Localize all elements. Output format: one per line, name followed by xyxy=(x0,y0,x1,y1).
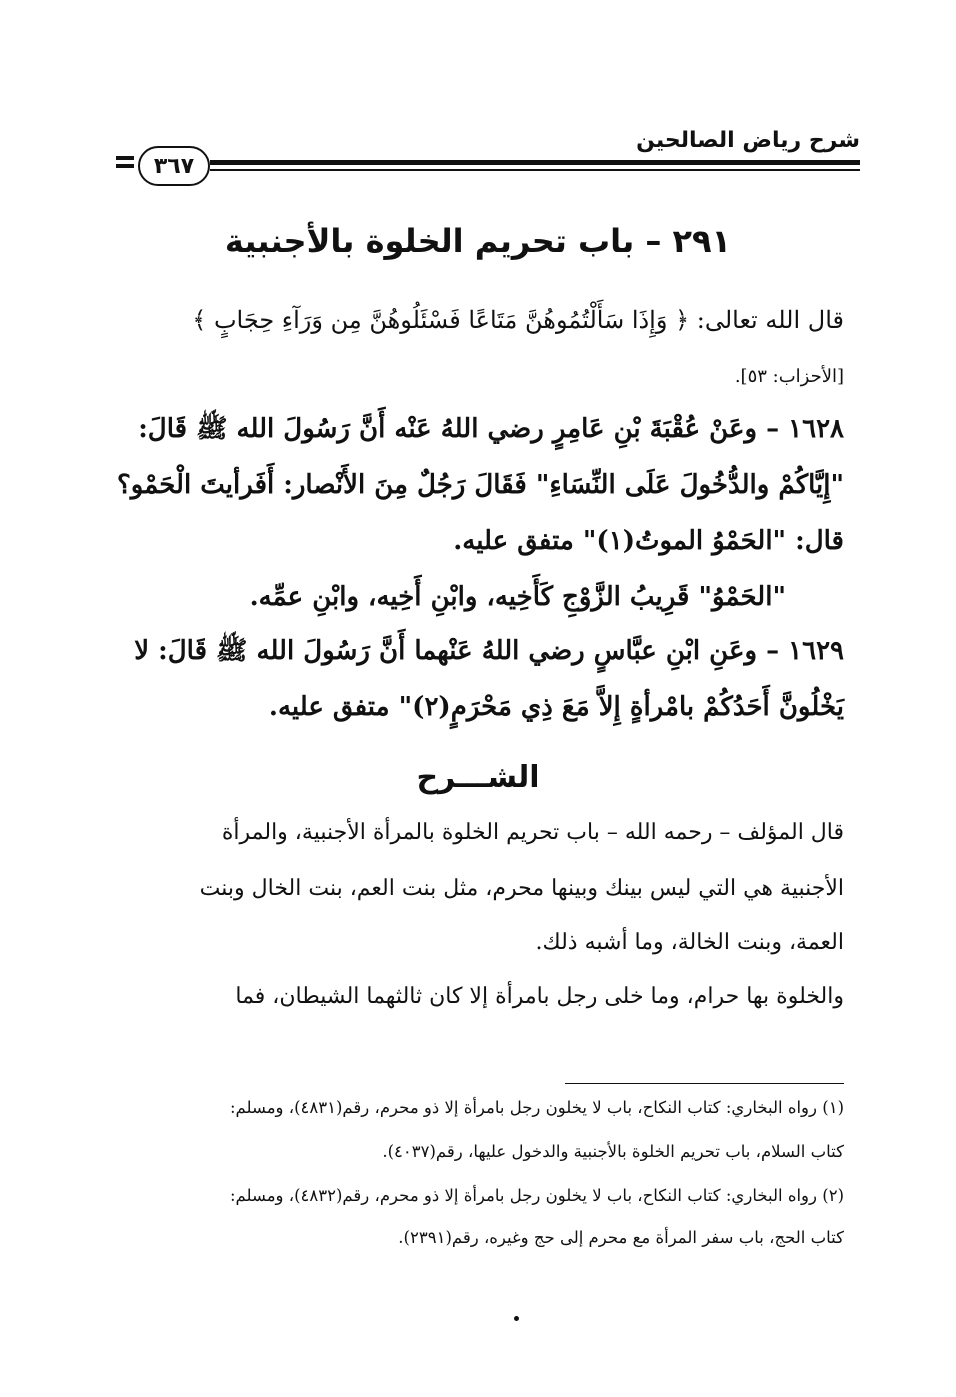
commentary-line-1: قال المؤلف – رحمه الله – باب تحريم الخلوة بالمرأة الأجنبية، والمرأة xyxy=(221,820,844,845)
page-number: ٣٦٧ xyxy=(153,153,195,179)
hadith-1628-line-1: ١٦٢٨ – وعَنْ عُقْبَةَ بْنِ عَامِرٍ رضي اللهُ عَنْه أَنَّ رَسُولَ الله ﷺ قَالَ: xyxy=(138,414,844,444)
footnote-separator xyxy=(565,1083,844,1084)
commentary-line-3: العمة، وبنت الخالة، وما أشبه ذلك. xyxy=(535,930,844,955)
footnote-1-line-1: (١) رواه البخاري: كتاب النكاح، باب لا يخلون رجل بامرأة إلا ذو محرم، رقم(٤٨٣١)، ومسلم: xyxy=(230,1098,844,1117)
hadith-1629-line-1: ١٦٢٩ – وعَنِ ابْنِ عبَّاسٍ رضي اللهُ عَنْهما أَنَّ رَسُولَ الله ﷺ قَالَ: لا xyxy=(134,636,844,666)
footnote-2-line-2: كتاب الحج، باب سفر المرأة مع محرم إلى حج وغيره، رقم(٢٣٩١). xyxy=(398,1228,844,1247)
header-rule xyxy=(210,160,860,165)
hamw-definition: "الحَمْوُ" قَرِيبُ الزَّوْجِ كَأَخِيه، وابْنِ أَخِيه، وابْنِ عمِّه. xyxy=(249,582,786,612)
chapter-title: ٢٩١ – باب تحريم الخلوة بالأجنبية xyxy=(224,222,732,260)
hadith-1628-line-3: قال: "الحَمْوُ الموتُ(١)" متفق عليه. xyxy=(453,526,844,556)
hadith-1629-line-2: يَخْلُونَّ أَحَدُكُمْ بامْرأةٍ إِلاَّ مَعَ ذِي مَحْرَمٍ(٢)" متفق عليه. xyxy=(268,692,844,722)
badge-dash xyxy=(116,156,134,160)
header-rule-thin xyxy=(210,169,860,171)
badge-dash-lower xyxy=(116,164,134,168)
footnote-2-line-1: (٢) رواه البخاري: كتاب النكاح، باب لا يخلون رجل بامرأة إلا ذو محرم، رقم(٤٨٣٢)، ومسلم: xyxy=(230,1186,844,1205)
hadith-1628-line-2: "إِيَّاكُمْ والدُّخُولَ عَلَى النِّسَاءِ" فَقَالَ رَجُلٌ مِنَ الأَنْصار: أَفَرأيتَ الْحَمْو؟ xyxy=(116,470,844,500)
commentary-line-2: الأجنبية هي التي ليس بينك وبينها محرم، مثل بنت العم، بنت الخال وبنت xyxy=(199,876,844,901)
quran-verse-line: قال الله تعالى: ﴿ وَإِذَا سَأَلْتُمُوهُنَّ مَتَاعًا فَسْئَلُوهُنَّ مِن وَرَآءِ حِجَابٍ ﴾ xyxy=(192,306,844,334)
running-title: شرح رياض الصالحين xyxy=(636,128,860,153)
page-dot xyxy=(514,1316,519,1321)
footnote-1-line-2: كتاب السلام، باب تحريم الخلوة بالأجنبية والدخول عليها، رقم(٤٠٣٧). xyxy=(382,1142,844,1161)
verse-reference: [الأحزاب: ٥٣]. xyxy=(734,366,844,387)
commentary-line-4: والخلوة بها حرام، وما خلى رجل بامرأة إلا كان ثالثهما الشيطان، فما xyxy=(235,984,844,1009)
section-title: الشـــرح xyxy=(416,760,540,795)
page-number-badge xyxy=(138,146,210,186)
